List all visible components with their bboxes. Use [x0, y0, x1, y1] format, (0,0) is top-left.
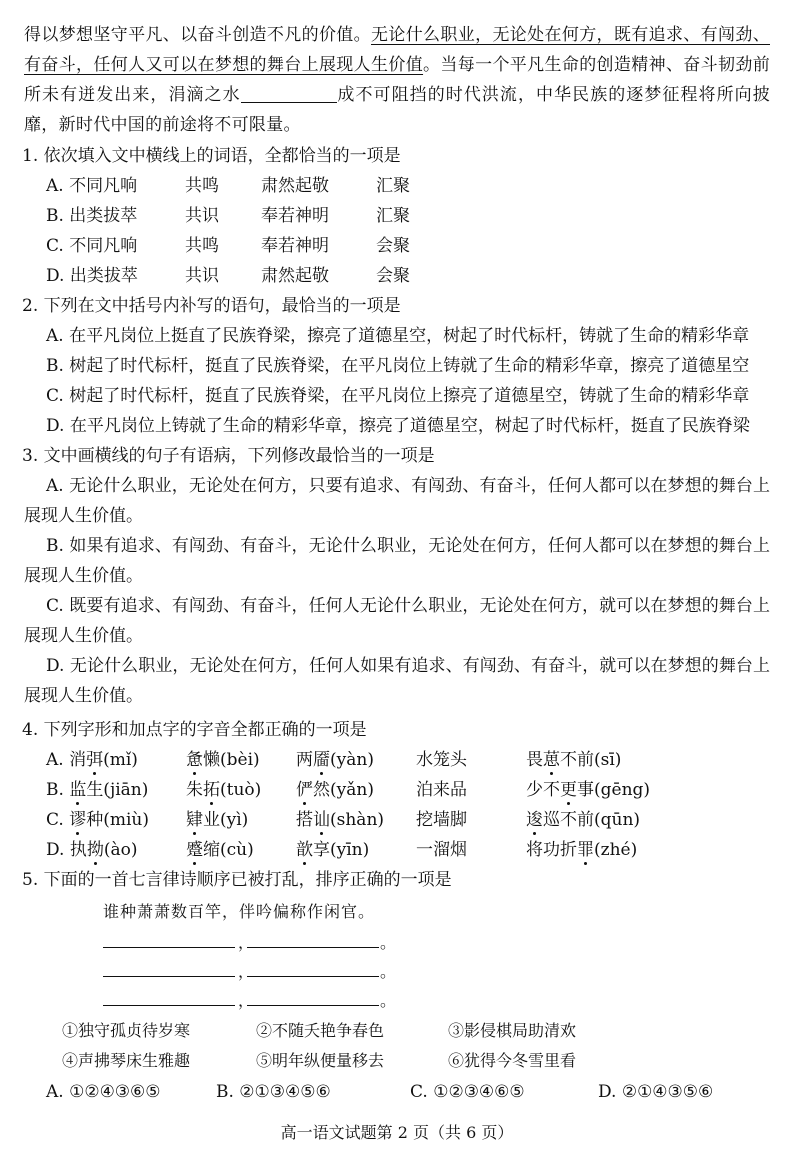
- text-after: 巡不前(qūn): [543, 810, 641, 830]
- passage-seg3: 成不可阻挡的时代洪流，中华民族的逐梦征程将所向披靡，新时代中国的前途将不可限量。: [24, 85, 770, 135]
- poem-fragment: ①独守孤贞待岁寒: [62, 1021, 191, 1040]
- q2-option-c: C. 树起了时代标杆，挺直了民族脊梁，在平凡岗位上擦亮了道德星空，铸就了生命的精彩华章: [46, 386, 750, 406]
- q4-option-b: [46, 775, 746, 805]
- text-after: (zhé): [594, 840, 638, 860]
- dotted-char: 靥: [313, 750, 330, 770]
- text-after: 业(yì): [203, 810, 249, 830]
- q1-option-cell: 共鸣: [185, 176, 219, 196]
- q1-option-a: [46, 171, 466, 201]
- q4-option-item: [416, 835, 467, 865]
- q1-option-b: [46, 201, 466, 231]
- text-before: 搭: [296, 810, 313, 830]
- text-after: 生(jiān): [86, 780, 149, 800]
- q5-stem: 5. 下面的一首七言律诗顺序已被打乱，排序正确的一项是: [22, 870, 452, 890]
- q1-option-cell: A. 不同凡响: [46, 176, 138, 196]
- poem-blank: [247, 975, 379, 977]
- text-before: 泊来品: [416, 780, 467, 800]
- q4-stem: 4. 下列字形和加点字的字音全都正确的一项是: [22, 720, 367, 740]
- q5-choice-d: D. ②①④③⑤⑥: [598, 1082, 714, 1102]
- q4-option-item: [526, 745, 621, 775]
- dotted-char: 蹙: [186, 840, 203, 860]
- q5-choice-b: B. ②①③④⑤⑥: [216, 1082, 331, 1102]
- q2-option-b: B. 树起了时代标杆，挺直了民族脊梁，在平凡岗位上铸就了生命的精彩华章，擦亮了道德星空: [46, 356, 750, 376]
- q1-option-cell: D. 出类拔萃: [46, 266, 138, 286]
- text-before: 执: [69, 840, 87, 860]
- text-after: (yàn): [330, 750, 374, 770]
- text-before: 消: [69, 750, 87, 770]
- poem-blank: [103, 946, 235, 948]
- q1-option-cell: 共识: [185, 266, 219, 286]
- dotted-char: 惫: [186, 750, 203, 770]
- q1-option-d: [46, 261, 466, 291]
- poem-fragment: ②不随夭艳争春色: [256, 1021, 385, 1040]
- dotted-char: 谬: [69, 810, 87, 830]
- poem-fragment: ③影侵棋局助清欢: [448, 1021, 577, 1040]
- q1-option-cell: 会聚: [376, 236, 410, 256]
- q4-option-item: [46, 745, 138, 775]
- text-after: 缩(cù): [203, 840, 254, 860]
- text-before: 两: [296, 750, 313, 770]
- q1-option-c: [46, 231, 466, 261]
- q3-option-c: C. 既要有追求、有闯劲、有奋斗，任何人无论什么职业，无论处在何方，就可以在梦想的舞台上展现人生价值。: [24, 596, 770, 646]
- poem-blank: [247, 946, 379, 948]
- passage: [24, 20, 770, 140]
- q1-option-cell: B. 出类拔萃: [46, 206, 138, 226]
- q2-stem: 2. 下列在文中括号内补写的语句，最恰当的一项是: [22, 296, 401, 316]
- text-after: 懒(bèi): [203, 750, 260, 770]
- poem-blank: [103, 1004, 235, 1006]
- text-after: (tuò): [220, 780, 262, 800]
- q4-option-item: [46, 805, 149, 835]
- q4-option-c: [46, 805, 746, 835]
- dotted-char: 拗: [86, 840, 104, 860]
- q4-option-item: [296, 775, 374, 805]
- q1-option-cell: 奉若神明: [261, 236, 329, 256]
- poem-period: 。: [380, 933, 397, 952]
- text-before: 将功折: [526, 840, 577, 860]
- text-before: 朱: [186, 780, 203, 800]
- dotted-char: 罪: [577, 840, 594, 860]
- q4-option-item: [526, 775, 650, 805]
- poem-comma: ，: [238, 962, 255, 981]
- q4-option-item: [416, 745, 467, 775]
- q1-option-cell: 共鸣: [185, 236, 219, 256]
- poem-blank: [103, 975, 235, 977]
- q2-option-a: A. 在平凡岗位上挺直了民族脊梁，擦亮了道德星空，树起了时代标杆，铸就了生命的精彩华章: [46, 326, 750, 346]
- dotted-char: 葸: [543, 750, 560, 770]
- text-after: (ào): [103, 840, 138, 860]
- q4-option-d: [46, 835, 746, 865]
- poem-fragment: ⑤明年纵便量移去: [256, 1051, 385, 1070]
- q4-option-item: [186, 805, 248, 835]
- q1-option-cell: 会聚: [376, 266, 410, 286]
- underlined-sentence: 无论什么职业，无论处在何方，既有追求、有闯劲、有奋斗，任何人又可以在梦想的舞台上展现人生价值: [24, 25, 770, 75]
- text-after: 不前(sī): [560, 750, 622, 770]
- q4-option-item: [186, 745, 260, 775]
- q5-choice-a: A. ①②④③⑥⑤: [46, 1082, 161, 1102]
- poem-comma: ，: [238, 991, 255, 1010]
- poem-fragment: ④声拂琴床生雅趣: [62, 1051, 191, 1070]
- text-after: 享(yīn): [313, 840, 370, 860]
- dotted-char: 歆: [296, 840, 313, 860]
- q1-option-cell: 汇聚: [376, 206, 410, 226]
- dotted-char: 更: [560, 780, 577, 800]
- q4-option-item: [46, 835, 137, 865]
- fill-blank: [241, 84, 337, 103]
- dotted-char: 肄: [186, 810, 203, 830]
- dotted-char: 逡: [526, 810, 543, 830]
- q4-option-item: [46, 775, 148, 805]
- poem-period: 。: [380, 991, 397, 1010]
- text-after: 事(gēng): [577, 780, 651, 800]
- q3-option-d: D. 无论什么职业，无论处在何方，任何人如果有追求、有闯劲、有奋斗，就可以在梦想的舞台上展现人生价值。: [24, 656, 770, 706]
- q2-option-d: D. 在平凡岗位上铸就了生命的精彩华章，擦亮了道德星空，树起了时代标杆，挺直了民族脊梁: [46, 416, 750, 436]
- q1-option-cell: 汇聚: [376, 176, 410, 196]
- q4-option-item: [296, 745, 374, 775]
- text-before: 一溜烟: [416, 840, 467, 860]
- q4-option-item: [296, 805, 384, 835]
- q1-option-cell: 奉若神明: [261, 206, 329, 226]
- text-before: 挖墙脚: [416, 810, 467, 830]
- dotted-char: 俨: [296, 780, 313, 800]
- passage-seg1: 得以梦想坚守平凡、以奋斗创造不凡的价值。: [24, 25, 371, 45]
- text-before: 少不: [526, 780, 560, 800]
- dotted-char: 拓: [203, 780, 220, 800]
- q3-option-b: B. 如果有追求、有闯劲、有奋斗，无论什么职业，无论处在何方，任何人都可以在梦想的舞台上展现人生价值。: [24, 536, 770, 586]
- q4-option-item: [526, 835, 637, 865]
- q4-option-a: [46, 745, 746, 775]
- q3-option-a: A. 无论什么职业，无论处在何方，只要有追求、有闯劲、有奋斗，任何人都可以在梦想的舞台上展现人生价值。: [24, 476, 770, 526]
- poem-blank: [247, 1004, 379, 1006]
- q4-option-item: [186, 835, 254, 865]
- q4-option-item: [186, 775, 261, 805]
- dotted-char: 监: [69, 780, 87, 800]
- q5-choice-c: C. ①②③④⑥⑤: [410, 1082, 525, 1102]
- option-label: B.: [46, 780, 70, 800]
- poem-period: 。: [380, 962, 397, 981]
- q1-option-cell: 肃然起敬: [261, 266, 329, 286]
- text-after: (shàn): [330, 810, 385, 830]
- q4-option-item: [526, 805, 640, 835]
- dotted-char: 讪: [313, 810, 330, 830]
- page-footer: 高一语文试题第 2 页（共 6 页）: [280, 1123, 514, 1142]
- passage-seg2: 。当每一个平凡生命的创造精神、奋斗韧劲前所未有迸发出来，涓滴之水: [24, 55, 770, 105]
- poem-first-line: 谁种萧萧数百竿，伴吟偏称作闲官。: [103, 902, 376, 921]
- poem-comma: ，: [238, 933, 255, 952]
- q1-option-cell: 肃然起敬: [261, 176, 329, 196]
- text-after: 种(miù): [86, 810, 149, 830]
- q4-option-item: [296, 835, 369, 865]
- text-after: 然(yǎn): [313, 780, 374, 800]
- poem-fragment: ⑥犹得今冬雪里看: [448, 1051, 577, 1070]
- q1-stem: 1. 依次填入文中横线上的词语，全都恰当的一项是: [22, 146, 401, 166]
- q3-stem: 3. 文中画横线的句子有语病，下列修改最恰当的一项是: [22, 446, 435, 466]
- q4-option-item: [416, 775, 467, 805]
- q4-option-item: [416, 805, 467, 835]
- dotted-char: 弭: [86, 750, 104, 770]
- option-label: C.: [46, 810, 70, 830]
- option-label: A.: [46, 750, 70, 770]
- q1-option-cell: C. 不同凡响: [46, 236, 138, 256]
- option-label: D.: [46, 840, 70, 860]
- text-before: 畏: [526, 750, 543, 770]
- text-after: (mǐ): [103, 750, 138, 770]
- text-before: 水笼头: [416, 750, 467, 770]
- q1-option-cell: 共识: [185, 206, 219, 226]
